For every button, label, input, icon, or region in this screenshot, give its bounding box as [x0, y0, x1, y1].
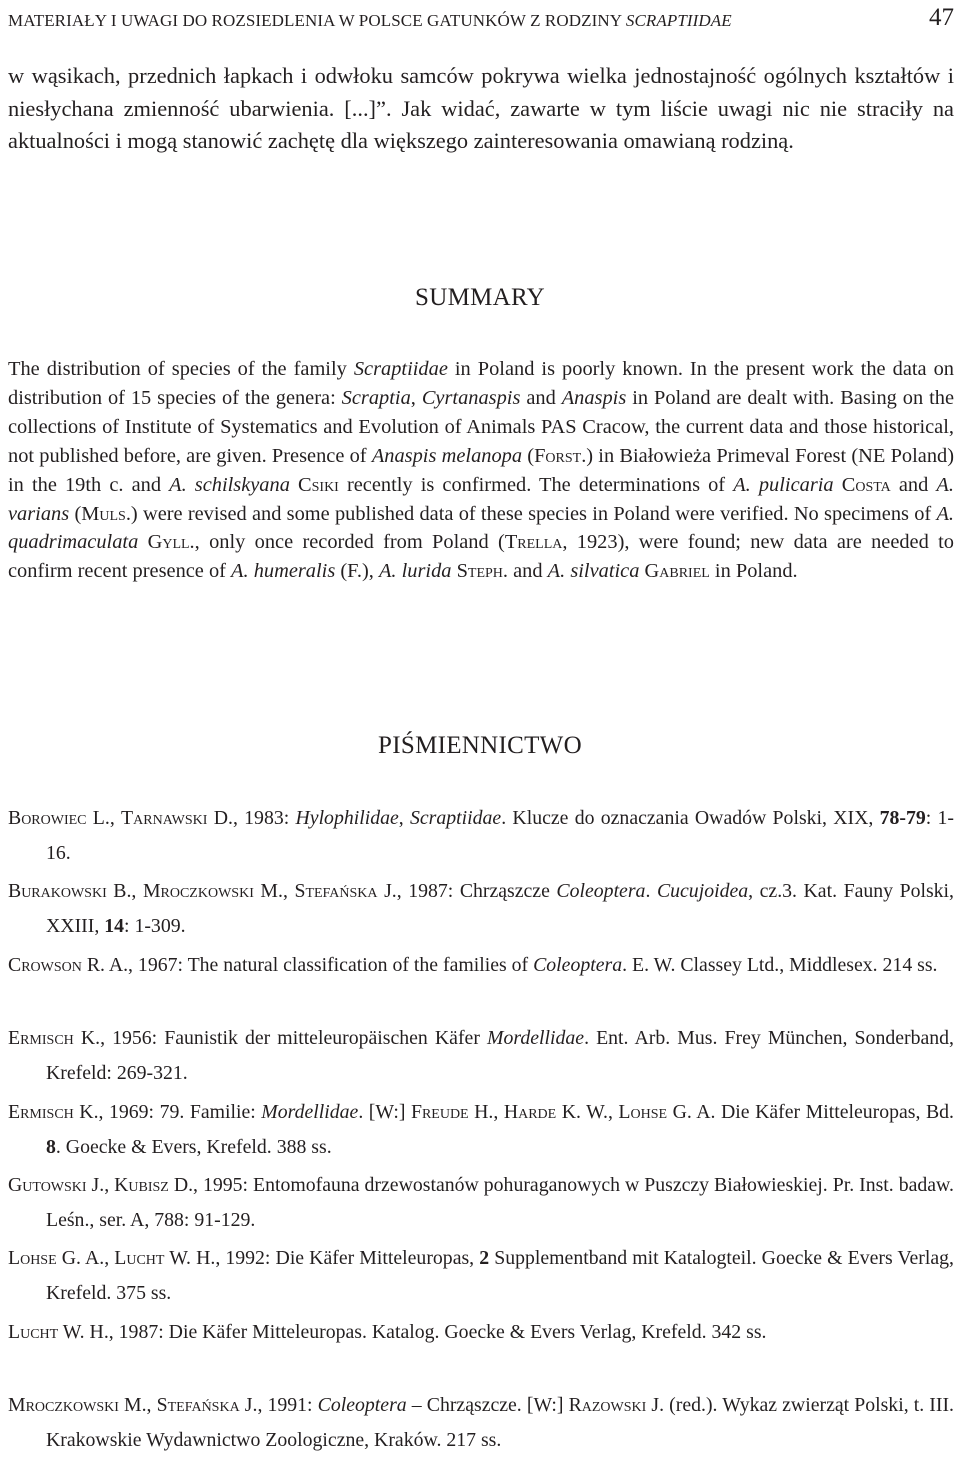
- volume-number: 8: [46, 1135, 56, 1158]
- author-name: Lohse: [618, 1100, 668, 1123]
- summary-text: recently is confirmed. The determinations of: [338, 473, 734, 496]
- reference-list: [8, 801, 954, 1480]
- reference-text: B.,: [106, 880, 143, 903]
- summary-text: in Poland are dealt with. Basing on the collections of Institute of Systematics and Evolution of Animals PAS Cracow, the current data and those historical, not published before, are given. Presence of: [8, 386, 954, 467]
- taxon-name: A. pulicaria: [733, 473, 834, 496]
- summary-text: , 1923), were found; new data are needed to confirm recent presence of: [8, 531, 954, 583]
- volume-number: 78-79: [879, 807, 926, 829]
- references-heading: PIŚMIENNICTWO: [378, 732, 582, 759]
- reference-text: : 1-16.: [46, 807, 955, 864]
- author-name: Gabriel: [644, 560, 710, 583]
- reference-item: [8, 1095, 954, 1167]
- author-name: Trella: [504, 531, 563, 554]
- summary-text: [834, 474, 842, 496]
- author-name: Ermisch: [8, 1027, 74, 1050]
- taxon-name: Coleoptera: [317, 1394, 407, 1417]
- taxon-name: Cyrtanaspis: [421, 386, 521, 409]
- author-name: Lucht: [8, 1320, 59, 1343]
- taxon-name: Mordellidae: [487, 1027, 585, 1050]
- summary-text: The distribution of species of the family: [8, 358, 354, 380]
- reference-text: J., 1991:: [239, 1394, 318, 1417]
- reference-text: W. H., 1992: Die Käfer Mitteleuropas,: [164, 1247, 480, 1270]
- reference-text: J.,: [86, 1173, 115, 1196]
- reference-item: [8, 948, 954, 1020]
- reference-text: K., 1969: 79. Familie:: [73, 1100, 262, 1123]
- reference-text: J., 1987: Chrząszcze: [377, 880, 557, 903]
- summary-text: and: [508, 560, 548, 583]
- reference-item: [8, 1168, 954, 1240]
- author-name: Lohse: [8, 1247, 57, 1270]
- reference-text: L.,: [86, 807, 122, 829]
- summary-text: (: [69, 502, 82, 525]
- reference-text: R. A., 1967: The natural classification of the families of: [81, 953, 534, 976]
- volume-number: 14: [104, 915, 125, 938]
- taxon-name: Coleoptera: [556, 880, 646, 903]
- reference-text: D., 1983:: [207, 807, 296, 829]
- reference-text: K., 1956: Faunistik der mitteleuropäischen Käfer: [73, 1027, 487, 1050]
- reference-item: [8, 1388, 954, 1478]
- author-name: Crowson: [8, 953, 82, 976]
- summary-text: ) were revised and some published data of these species in Poland were verified. No specimens of: [130, 502, 937, 525]
- reference-text: , cz.3. Kat. Fauny Polski, XXIII,: [46, 880, 954, 938]
- author-name: Ermisch: [8, 1100, 74, 1123]
- author-name: Gyll.: [147, 531, 195, 554]
- summary-text: in Poland is poorly known. In the present work the data on distribution of 15 species of the genera:: [8, 358, 954, 409]
- reference-text: . Ent. Arb. Mus. Frey München, Sonderband, Krefeld: 269-321.: [46, 1027, 954, 1085]
- summary-text: ,: [410, 386, 422, 409]
- author-name: Muls.: [81, 502, 131, 525]
- reference-item: [8, 1315, 954, 1387]
- reference-text: W. H., 1987: Die Käfer Mitteleuropas. Katalog. Goecke & Evers Verlag, Krefeld. 342 ss.: [58, 1320, 767, 1343]
- running-head-text: MATERIAŁY I UWAGI DO ROZSIEDLENIA W POLSCE GATUNKÓW Z RODZINY: [8, 11, 626, 30]
- summary-text: [290, 474, 298, 496]
- reference-item: [8, 1021, 954, 1093]
- taxon-name: Coleoptera: [533, 953, 623, 976]
- summary-text: and: [890, 473, 937, 496]
- author-name: Mroczkowski: [142, 880, 254, 903]
- author-name: Lucht: [114, 1247, 165, 1270]
- running-head: [8, 4, 954, 40]
- running-head-taxon: SCRAPTIIDAE: [625, 11, 732, 30]
- reference-text: J. (red.). Wykaz zwierząt Polski, t. III. Krakowskie Wydawnictwo Zoologiczne, Kraków. 217 ss.: [46, 1394, 954, 1452]
- author-name: Mroczkowski: [8, 1394, 119, 1417]
- reference-text: M.,: [118, 1394, 157, 1417]
- author-name: Kubisz: [114, 1173, 169, 1196]
- summary-text: ) in Białowieża Primeval Forest (NE Poland) in the 19th c. and: [8, 444, 954, 496]
- author-name: Stefańska: [156, 1394, 240, 1417]
- taxon-name: A. schilskyana: [169, 473, 290, 496]
- reference-text: .: [645, 880, 657, 903]
- author-name: Borowiec: [8, 807, 87, 829]
- taxon-name: A. lurida: [378, 560, 452, 583]
- author-name: Freude: [410, 1100, 469, 1123]
- summary-heading: SUMMARY: [415, 284, 545, 311]
- reference-text: G. A.,: [56, 1247, 115, 1270]
- running-head-title: [8, 11, 732, 31]
- summary-text: (: [522, 444, 535, 467]
- taxon-name: Anaspis melanopa: [371, 444, 523, 467]
- taxon-name: Mordellidae: [261, 1100, 359, 1123]
- summary-text: [138, 531, 147, 553]
- taxon-name: Scraptiidae: [410, 807, 502, 829]
- taxon-name: A. silvatica: [547, 560, 640, 583]
- reference-text: : 1-309.: [124, 915, 186, 938]
- taxon-name: Anaspis: [561, 386, 627, 409]
- summary-text: and: [520, 386, 562, 409]
- author-name: Forst.: [534, 444, 587, 467]
- reference-text: M.,: [253, 880, 295, 903]
- author-name: Tarnawski: [121, 807, 208, 829]
- taxon-name: A. quadrimaculata: [8, 502, 954, 554]
- reference-text: ,: [398, 807, 411, 829]
- summary-text: in Poland.: [709, 560, 798, 583]
- author-name: Razowski: [568, 1394, 647, 1417]
- author-name: Gutowski: [8, 1173, 87, 1196]
- reference-item: [8, 1241, 954, 1313]
- taxon-name: Cucujoidea: [656, 880, 749, 903]
- reference-text: K. W.,: [556, 1100, 619, 1123]
- reference-text: D., 1995: Entomofauna drzewostanów pohuraganowych w Puszczy Białowieskiej. Pr. Inst. badaw. Leśn., ser. A, 788: 91-129.: [46, 1173, 955, 1231]
- page-number: 47: [929, 4, 954, 31]
- reference-text: – Chrząszcze. [W:]: [406, 1394, 569, 1417]
- author-name: Harde: [503, 1100, 557, 1123]
- intro-paragraph: w wąsikach, przednich łapkach i odwłoku samców pokrywa wielka jednostajność ogólnych kształtów i niesłychana zmienność ubarwienia. [...]”. Jak widać, zawarte w tym liście uwagi nic nie straciły na aktualności i mogą stanowić zachętę dla większego zainteresowania omawianą rodziną.: [8, 63, 954, 154]
- author-name: Csiki: [298, 473, 339, 496]
- volume-number: 2: [479, 1247, 490, 1270]
- reference-text: . Goecke & Evers, Krefeld. 388 ss.: [55, 1135, 332, 1158]
- author-name: Stefańska: [294, 880, 378, 903]
- reference-text: G. A. Die Käfer Mitteleuropas, Bd.: [667, 1100, 954, 1123]
- reference-text: . [W:]: [358, 1100, 411, 1123]
- taxon-name: Scraptia: [341, 386, 411, 409]
- reference-text: Supplementband mit Katalogteil. Goecke & Evers Verlag, Krefeld. 375 ss.: [46, 1247, 954, 1305]
- summary-paragraph: [8, 355, 954, 586]
- reference-text: H.,: [468, 1100, 504, 1123]
- summary-text: (F.),: [335, 560, 379, 583]
- author-name: Steph.: [456, 560, 509, 583]
- taxon-name: A. humeralis: [231, 560, 336, 583]
- summary-text: , only once recorded from Poland (: [194, 531, 505, 554]
- taxon-name: Scraptiidae: [353, 358, 448, 380]
- author-name: Costa: [841, 473, 891, 496]
- reference-text: . E. W. Classey Ltd., Middlesex. 214 ss.: [622, 953, 938, 976]
- author-name: Burakowski: [8, 880, 107, 903]
- reference-text: . Klucze do oznaczania Owadów Polski, XIX,: [501, 807, 880, 829]
- taxon-name: Hylophilidae: [295, 807, 399, 829]
- reference-item: [8, 801, 954, 873]
- reference-item: [8, 874, 954, 946]
- taxon-name: A. varians: [8, 473, 954, 525]
